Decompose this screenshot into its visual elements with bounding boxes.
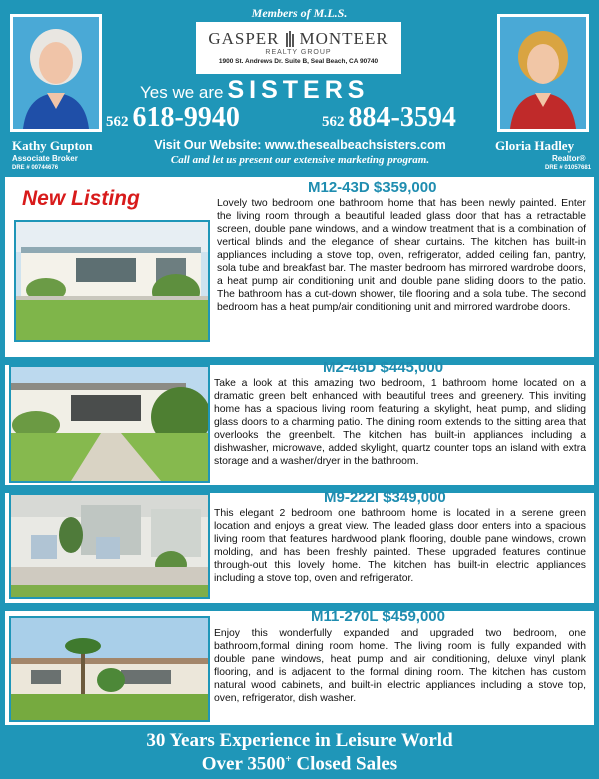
footer-sales-sup: + — [285, 753, 292, 765]
listing-title-3: M9-222I $349,000 — [324, 489, 446, 506]
agent-dre-left: DRE # 00744676 — [12, 165, 59, 171]
agent-photo-gloria — [497, 14, 589, 132]
house-photo — [16, 222, 208, 340]
footer-sales-pre: Over 3500 — [201, 753, 286, 775]
logo-name-left: GASPER — [208, 29, 280, 48]
listing-photo-1 — [14, 220, 210, 342]
listing-photo-2 — [9, 365, 210, 483]
agent-name-right: Gloria Hadley — [495, 138, 575, 153]
listing-description-2: Take a look at this amazing two bedroom, 1 bathroom home located on a dramatic green belt enhanced with beautiful trees and greenery. This inviting home has a spacious living room featuring a skylight, heat pump, and sliding glass doors to a charming patio. The dining room extends to the sitting area that overlooks the greenbelt. The kitchen has built-in appliances including a dishwasher, microwave, added skylight, quartz counter tops an island with extra storage and a washer/dryer in the bathroom. — [214, 378, 586, 467]
listing-divider — [5, 357, 594, 365]
agent-title-right: Realtor® — [552, 154, 586, 163]
phone-right — [322, 102, 456, 134]
phone-right-area: 562 — [322, 114, 345, 130]
agent-dre-right: DRE # 01057681 — [545, 165, 592, 171]
logo-subtitle: REALTY GROUP — [265, 49, 332, 56]
portrait-image — [13, 17, 99, 129]
agent-photo-kathy — [10, 14, 102, 132]
agent-name-left: Kathy Gupton — [12, 138, 93, 153]
listing-photo-4 — [9, 616, 210, 722]
listing-divider — [5, 603, 594, 611]
members-mls-text: Members of M.L.S. — [251, 6, 348, 20]
listing-title-2: M2-46D $445,000 — [323, 359, 444, 376]
flyer-header — [0, 0, 599, 180]
company-logo — [196, 22, 401, 74]
listing-title-1: M12-43D $359,000 — [308, 179, 437, 196]
tagline-yes: Yes we are — [140, 83, 224, 102]
phone-left-area: 562 — [106, 114, 129, 130]
listing-photo-3 — [9, 493, 210, 599]
tagline-sisters: SISTERS — [227, 76, 370, 104]
new-listing-label: New Listing — [22, 187, 140, 210]
logo-name-right: MONTEER — [299, 29, 389, 48]
listing-title-4: M11-270L $459,000 — [311, 608, 445, 625]
phone-left-number: 618-9940 — [132, 102, 240, 133]
listing-description-4: Enjoy this wonderfully expanded and upgraded two bedroom, one bathroom,formal dining room home. The living room is fully expanded with double pane windows, heat pump and air conditioning, deluxe vinyl plank flooring, and is adjacent to the formal dining room. The kitchen has custom natural wood cabinets, and built-in electric appliances including a stove top, oven, refrigerator, dish washer. — [214, 628, 586, 704]
listing-divider — [5, 485, 594, 493]
website-link[interactable]: Visit Our Website: www.thesealbeachsisters.com — [154, 138, 446, 152]
footer-closed-sales — [0, 753, 599, 775]
footer-experience: 30 Years Experience in Leisure World — [146, 730, 453, 751]
logo-address: 1900 St. Andrews Dr. Suite B, Seal Beach, CA 90740 — [218, 58, 379, 65]
tagline — [140, 76, 490, 105]
phone-right-number: 884-3594 — [348, 102, 456, 133]
patio-photo — [11, 495, 208, 597]
house-photo — [11, 618, 208, 720]
listing-description-1: Lovely two bedroom one bathroom home that has been newly painted. Enter the living room through a beautiful leaded glass door that has a retractable screen, double pane windows, and a window treatment that is a combination of vertical blinds and the elegance of shear curtains. The kitchen has built-in appliances including a stove top, oven, refrigerator, added ceiling fan, pantry, sola tube and breakfast bar. The master bedroom has mirrored wardrobe doors, a heat pump air conditioning unit and double pane sliding doors to the patio. The bathroom has a cut-down shower, tile flooring and a sola tube. The second bedroom has a heat pump/air conditioning unit and mirrored wardrobe doors. — [217, 198, 586, 313]
call-to-action: Call and let us present our extensive marketing program. — [170, 154, 430, 166]
house-photo — [11, 367, 208, 481]
phone-left — [106, 102, 240, 134]
portrait-image — [500, 17, 586, 129]
listing-description-3: This elegant 2 bedroom one bathroom home is located in a serene green location and enjoys a great view. The leaded glass door enters into a spacious living room that features hardwood plank flooring, double pane windows, crown molding, and has been freshly painted. These upgraded features continue through-out this lovely home. The kitchen has built-in electric appliances including a stove top, oven and refrigerator. — [214, 508, 586, 584]
logo-building-icon — [285, 31, 295, 47]
footer-sales-post: Closed Sales — [291, 753, 398, 775]
agent-title-left: Associate Broker — [12, 154, 78, 163]
